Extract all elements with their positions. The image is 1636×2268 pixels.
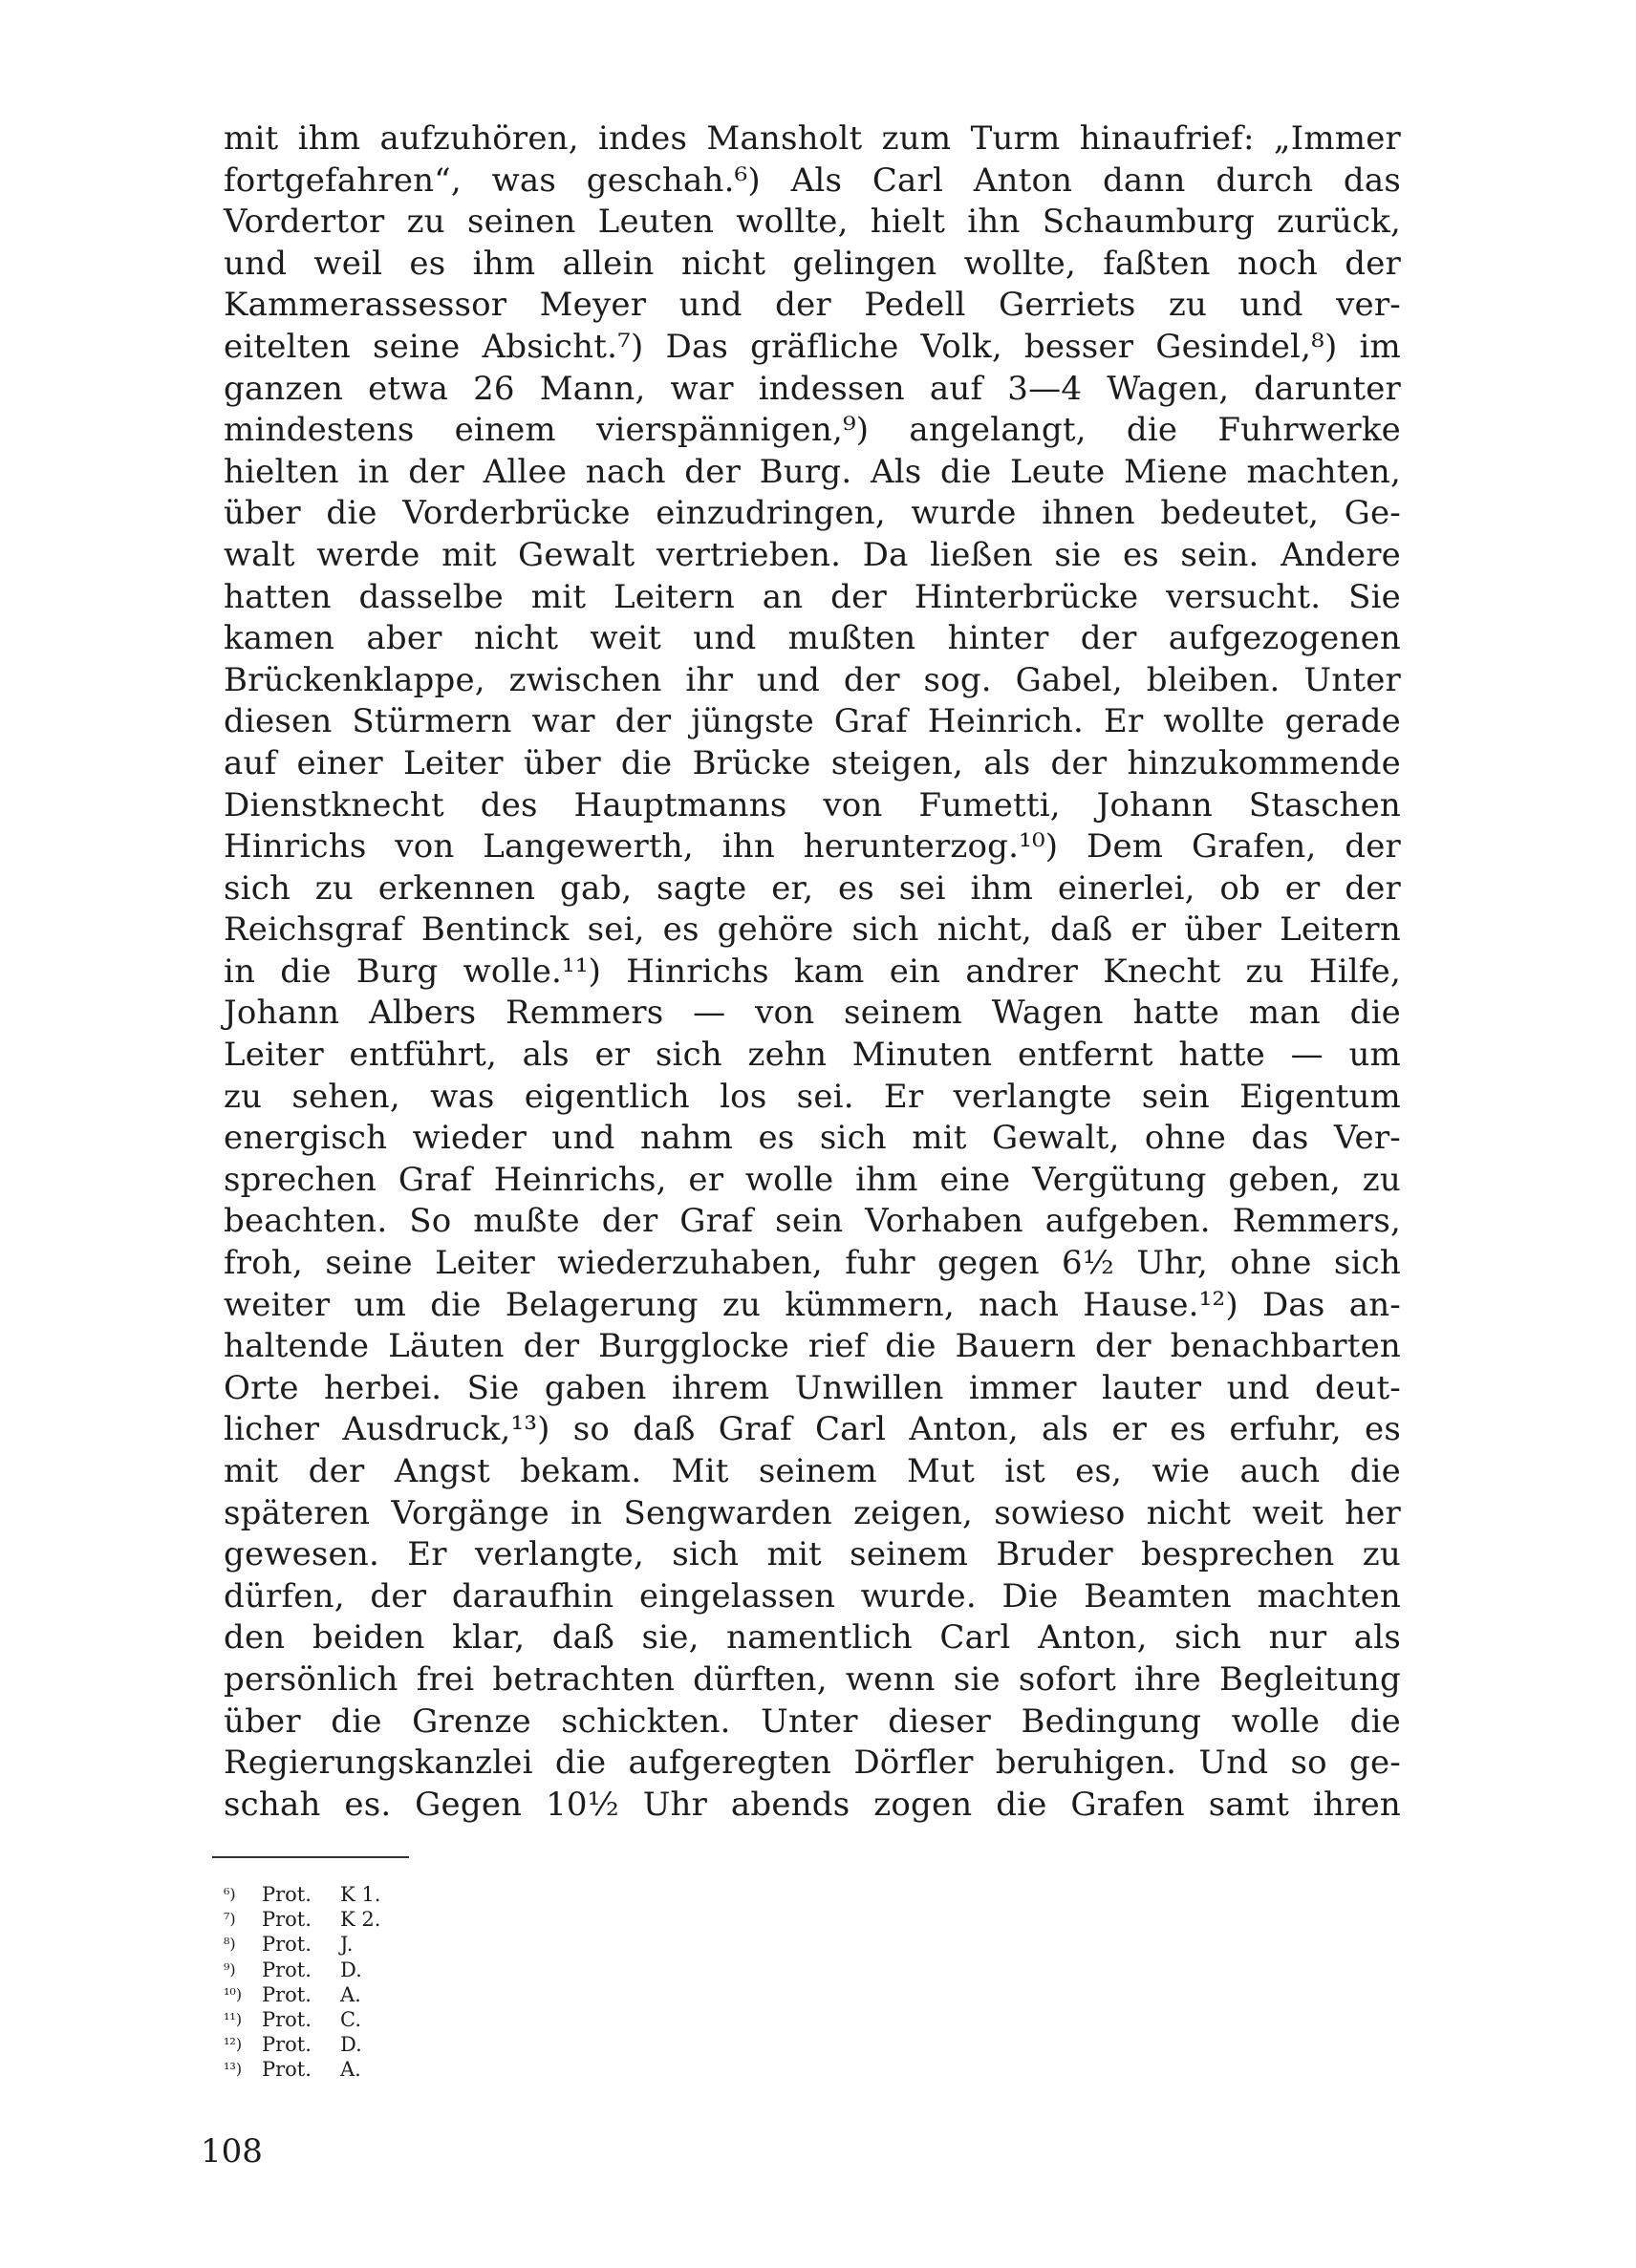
text-line: über die Vorderbrücke einzudringen, wurde ihnen bedeutet, Ge- — [224, 494, 1401, 533]
footnote — [224, 2032, 606, 2057]
footnote-reference: D. — [340, 2033, 362, 2057]
text-line: über die Grenze schickten. Unter dieser Bedingung wolle die — [224, 1701, 1401, 1741]
text-line: Leiter entführt, als er sich zehn Minuten entfernt hatte — um — [224, 1036, 1401, 1075]
footnote-reference: K 2. — [340, 1908, 381, 1932]
text-line: haltende Läuten der Burgglocke rief die Bauern der benachbarten — [224, 1327, 1401, 1366]
text-line: kamen aber nicht weit und mußten hinter der aufgezogenen — [224, 619, 1401, 658]
footnote-reference: A. — [340, 2058, 361, 2082]
footnote-source: Prot. — [262, 2007, 312, 2031]
text-line: auf einer Leiter über die Brücke steigen, als der hinzukommende — [224, 743, 1401, 782]
footnote-source: Prot. — [262, 2033, 312, 2057]
main-text-block — [224, 118, 1401, 1826]
text-line: Johann Albers Remmers — von seinem Wagen hatte man die — [224, 994, 1401, 1033]
footnote-source: Prot. — [262, 1982, 312, 2006]
text-line: energisch wieder und nahm es sich mit Gewalt, ohne das Ver- — [224, 1119, 1401, 1158]
text-line: späteren Vorgänge in Sengwarden zeigen, sowieso nicht weit her — [224, 1493, 1401, 1532]
text-line: Dienstknecht des Hauptmanns von Fumetti, Johann Staschen — [224, 785, 1401, 824]
text-line: mit ihm aufzuhören, indes Mansholt zum Turm hinaufrief: „Immer — [224, 119, 1401, 158]
footnote-number: ⁷) — [224, 1910, 236, 1929]
text-line: mit der Angst bekam. Mit seinem Mut ist es, wie auch die — [224, 1452, 1401, 1490]
text-line: Reichsgraf Bentinck sei, es gehöre sich nicht, daß er über Leitern — [224, 910, 1401, 950]
footnote-source: Prot. — [262, 1958, 312, 1981]
footnote — [224, 1907, 606, 1932]
page-number: 108 — [201, 2132, 263, 2171]
text-line: den beiden klar, daß sie, namentlich Carl Anton, sich nur als — [224, 1618, 1401, 1658]
text-line: hatten dasselbe mit Leitern an der Hinterbrücke versucht. Sie — [224, 577, 1401, 616]
footnote-list — [224, 1882, 606, 2083]
text-line: gewesen. Er verlangte, sich mit seinem Bruder besprechen zu — [224, 1535, 1401, 1574]
footnote — [224, 1982, 606, 2007]
footnote — [224, 2057, 606, 2082]
footnote — [224, 1958, 606, 1982]
text-line: beachten. So mußte der Graf sein Vorhaben aufgeben. Remmers, — [224, 1202, 1401, 1241]
text-line: hielten in der Allee nach der Burg. Als die Leute Miene machten, — [224, 452, 1401, 491]
text-line: Kammerassessor Meyer und der Pedell Gerriets zu und ver- — [224, 286, 1401, 325]
text-line: eitelten seine Absicht.⁷) Das gräfliche Volk, besser Gesindel,⁸) im — [224, 327, 1401, 366]
text-line: Brückenklappe, zwischen ihr und der sog. Gabel, bleiben. Unter — [224, 660, 1401, 699]
text-line: weiter um die Belagerung zu kümmern, nach Hause.¹²) Das an- — [224, 1285, 1401, 1324]
text-line: schah es. Gegen 10½ Uhr abends zogen die Grafen samt ihren — [224, 1785, 1401, 1824]
text-line: mindestens einem vierspännigen,⁹) angelangt, die Fuhrwerke — [224, 411, 1401, 450]
footnote — [224, 2007, 606, 2032]
footnote-number: ⁹) — [224, 1959, 236, 1979]
footnote-reference: K 1. — [340, 1883, 381, 1906]
footnote — [224, 1882, 606, 1907]
footnote-source: Prot. — [262, 1908, 312, 1932]
footnote-number: ⁶) — [224, 1885, 236, 1903]
text-line: Regierungskanzlei die aufgeregten Dörfler beruhigen. Und so ge- — [224, 1744, 1401, 1783]
footnote — [224, 1932, 606, 1957]
text-line: dürfen, der daraufhin eingelassen wurde. Die Beamten machten — [224, 1576, 1401, 1615]
footnote-number: ¹⁰) — [224, 1984, 243, 2003]
footnote-number: ⁸) — [224, 1935, 236, 1954]
footnote-reference: D. — [340, 1958, 362, 1981]
footnote-source: Prot. — [262, 1883, 312, 1906]
footnote-reference: C. — [340, 2007, 361, 2031]
footnote-reference: A. — [340, 1982, 361, 2006]
text-line: licher Ausdruck,¹³) so daß Graf Carl Anton, als er es erfuhr, es — [224, 1410, 1401, 1449]
text-line: Orte herbei. Sie gaben ihrem Unwillen immer lauter und deut- — [224, 1368, 1401, 1407]
text-line: Vordertor zu seinen Leuten wollte, hielt ihn Schaumburg zurück, — [224, 203, 1401, 242]
text-line: in die Burg wolle.¹¹) Hinrichs kam ein andrer Knecht zu Hilfe, — [224, 952, 1401, 991]
text-line: fortgefahren“, was geschah.⁶) Als Carl Anton dann durch das — [224, 160, 1401, 200]
footnote-source: Prot. — [262, 1933, 312, 1957]
text-line: diesen Stürmern war der jüngste Graf Heinrich. Er wollte gerade — [224, 702, 1401, 741]
text-line: froh, seine Leiter wiederzuhaben, fuhr gegen 6½ Uhr, ohne sich — [224, 1244, 1401, 1283]
text-line: sprechen Graf Heinrichs, er wolle ihm eine Vergütung geben, zu — [224, 1160, 1401, 1199]
footnote-number: ¹²) — [224, 2035, 243, 2054]
footnote-separator — [212, 1856, 409, 1858]
text-line: walt werde mit Gewalt vertrieben. Da ließen sie es sein. Andere — [224, 535, 1401, 574]
footnote-number: ¹¹) — [224, 2009, 243, 2028]
text-line: und weil es ihm allein nicht gelingen wollte, faßten noch der — [224, 244, 1401, 283]
text-line: persönlich frei betrachten dürften, wenn sie sofort ihre Begleitung — [224, 1659, 1401, 1699]
text-line: Hinrichs von Langewerth, ihn herunterzog.¹⁰) Dem Grafen, der — [224, 827, 1401, 867]
footnote-number: ¹³) — [224, 2060, 243, 2079]
footnote-source: Prot. — [262, 2058, 312, 2082]
text-line: sich zu erkennen gab, sagte er, es sei ihm einerlei, ob er der — [224, 868, 1401, 908]
text-line: ganzen etwa 26 Mann, war indessen auf 3—4 Wagen, darunter — [224, 369, 1401, 408]
text-line: zu sehen, was eigentlich los sei. Er verlangte sein Eigentum — [224, 1077, 1401, 1116]
footnote-reference: J. — [340, 1933, 354, 1957]
